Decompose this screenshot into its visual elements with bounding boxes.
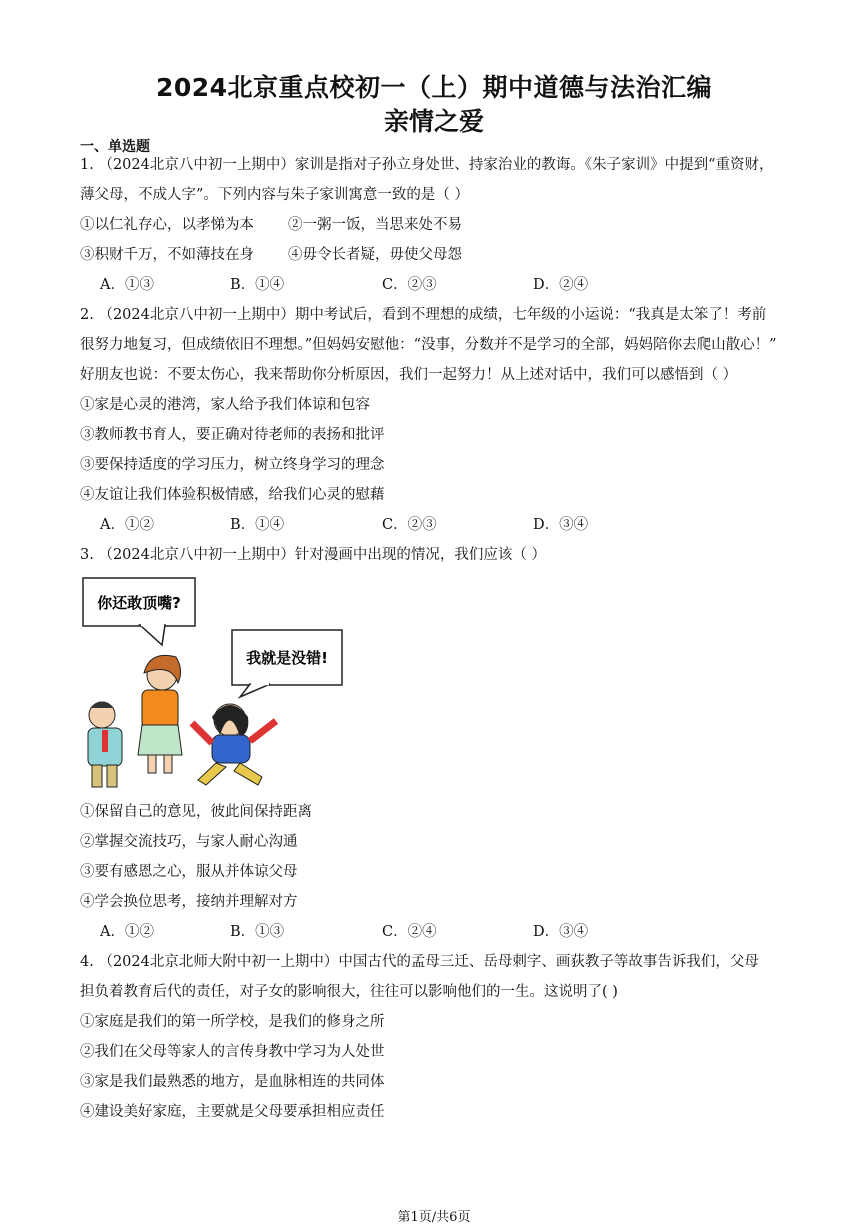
q3-option-d: D．③④ — [533, 924, 589, 940]
q4-item-2: ②我们在父母等家人的言传身教中学习为人处世 — [80, 1044, 385, 1060]
section-heading: 一、单选题 — [80, 139, 150, 155]
q1-option-a: A．①③ — [100, 277, 154, 293]
q1-item-2: ②一粥一饭，当思来处不易 — [288, 217, 462, 233]
q2-option-d: D．③④ — [533, 517, 589, 533]
q1-option-c: C．②③ — [382, 277, 437, 293]
q1-item-3: ③积财千万，不如薄技在身 — [80, 247, 254, 263]
q4-item-1: ①家庭是我们的第一所学校，是我们的修身之所 — [80, 1014, 385, 1030]
q2-option-a: A．①② — [100, 517, 154, 533]
comic-bubble-2: 我就是没错! — [246, 649, 328, 667]
q3-option-b: B．①③ — [230, 924, 285, 940]
q3-item-4: ④学会换位思考，接纳并理解对方 — [80, 894, 298, 910]
comic-illustration — [80, 575, 350, 790]
q3-item-3: ③要有感恩之心，服从并体谅父母 — [80, 864, 298, 880]
q4-line-2: 担负着教育后代的责任，对子女的影响很大，往往可以影响他们的一生。这说明了( ) — [80, 984, 618, 1000]
q2-option-b: B．①④ — [230, 517, 285, 533]
q2-item-2: ③教师教书育人，要正确对待老师的表扬和批评 — [80, 427, 385, 443]
q2-line-2: 很努力地复习，但成绩依旧不理想。”但妈妈安慰他：“没事，分数并不是学习的全部，妈妈陪你去爬山散心！” — [80, 337, 777, 353]
q3-item-1: ①保留自己的意见，彼此间保持距离 — [80, 804, 312, 820]
q3-item-2: ②掌握交流技巧，与家人耐心沟通 — [80, 834, 298, 850]
q2-line-3: 好朋友也说：不要太伤心，我来帮助你分析原因，我们一起努力！从上述对话中，我们可以感悟到（ ） — [80, 367, 738, 383]
document-title: 2024北京重点校初一（上）期中道德与法治汇编 — [155, 73, 713, 102]
q1-item-4: ④毋令长者疑，毋使父母怨 — [288, 247, 462, 263]
q1-option-b: B．①④ — [230, 277, 285, 293]
q4-item-4: ④建设美好家庭，主要就是父母要承担相应责任 — [80, 1104, 385, 1120]
q1-line-1: 1. （2024北京八中初一上期中）家训是指对子孙立身处世、持家治业的教诲。《朱子家训》中提到“重资财， — [80, 157, 774, 173]
page-footer: 第1页/共6页 — [397, 1210, 471, 1225]
q1-line-2: 薄父母，不成人字”。下列内容与朱子家训寓意一致的是（ ） — [80, 187, 470, 203]
q4-item-3: ③家是我们最熟悉的地方，是血脉相连的共同体 — [80, 1074, 385, 1090]
comic-bubble-1: 你还敢顶嘴? — [97, 594, 181, 612]
q4-line-1: 4. （2024北京北师大附中初一上期中）中国古代的孟母三迁、岳母刺字、画荻教子等故事告诉我们，父母 — [80, 954, 759, 970]
q1-option-d: D．②④ — [533, 277, 589, 293]
q2-item-4: ④友谊让我们体验积极情感，给我们心灵的慰藉 — [80, 487, 385, 503]
q3-option-c: C．②④ — [382, 924, 437, 940]
q2-line-1: 2. （2024北京八中初一上期中）期中考试后，看到不理想的成绩，七年级的小运说：“我真是太笨了！考前 — [80, 307, 767, 323]
q3-line-1: 3. （2024北京八中初一上期中）针对漫画中出现的情况，我们应该（ ） — [80, 547, 546, 563]
q2-item-3: ③要保持适度的学习压力，树立终身学习的理念 — [80, 457, 385, 473]
q3-option-a: A．①② — [100, 924, 154, 940]
q2-option-c: C．②③ — [382, 517, 437, 533]
document-subtitle: 亲情之爱 — [383, 107, 484, 136]
q1-item-1: ①以仁礼存心，以孝悌为本 — [80, 217, 254, 233]
child-figure — [192, 704, 276, 785]
q2-item-1: ①家是心灵的港湾，家人给予我们体谅和包容 — [80, 397, 370, 413]
mother-figure — [138, 655, 182, 773]
father-figure — [88, 702, 122, 788]
